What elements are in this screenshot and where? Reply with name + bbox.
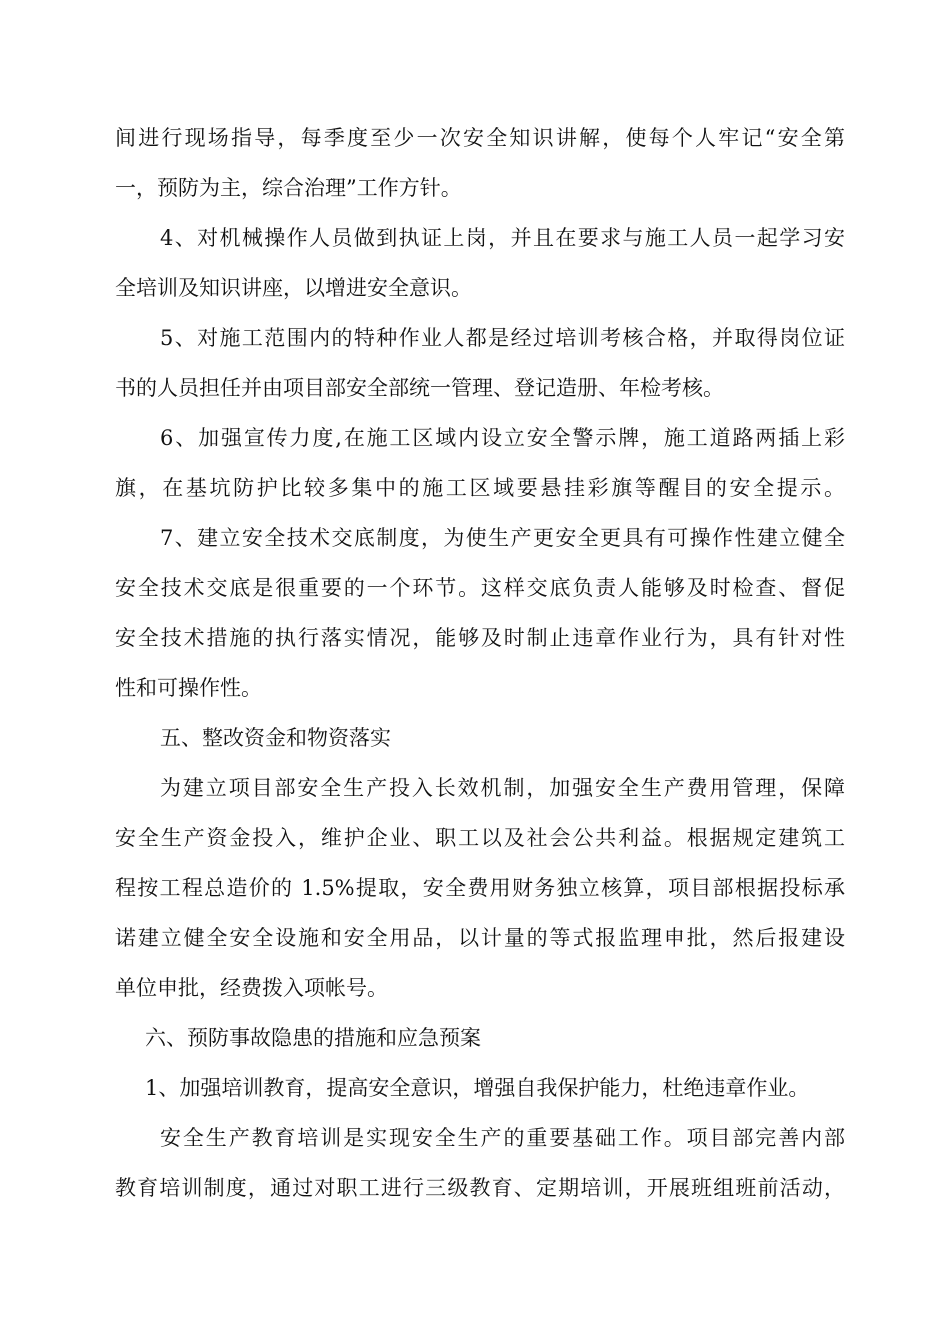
paragraph-line: 安全生产教育培训是实现安全生产的重要基础工作。项目部完善内部 [160, 1126, 845, 1150]
paragraph-line: 旗，在基坑防护比较多集中的施工区域要悬挂彩旗等醒目的安全提示。 [115, 476, 845, 500]
section-heading-six: 六、预防事故隐患的措施和应急预案 [145, 1026, 481, 1050]
paragraph-line: 性和可操作性。 [115, 676, 262, 700]
paragraph-line: 程按工程总造价的 1.5%提取，安全费用财务独立核算，项目部根据投标承 [115, 876, 845, 900]
paragraph-line: 一，预防为主，综合治理”工作方针。 [115, 176, 462, 200]
paragraph-line: 安全生产资金投入，维护企业、职工以及社会公共利益。根据规定建筑工 [115, 826, 845, 850]
paragraph-line: 安全技术措施的执行落实情况，能够及时制止违章作业行为，具有针对性 [115, 626, 845, 650]
paragraph-line: 为建立项目部安全生产投入长效机制，加强安全生产费用管理，保障 [160, 776, 845, 800]
paragraph-line: 单位申批，经费拨入项帐号。 [115, 976, 388, 1000]
section-heading-five: 五、整改资金和物资落实 [160, 726, 391, 750]
paragraph-line: 全培训及知识讲座，以增进安全意识。 [115, 276, 472, 300]
paragraph-line: 7、建立安全技术交底制度，为使生产更安全更具有可操作性建立健全 [160, 526, 845, 550]
paragraph-line: 安全技术交底是很重要的一个环节。这样交底负责人能够及时检查、督促 [115, 576, 845, 600]
paragraph-line: 教育培训制度，通过对职工进行三级教育、定期培训，开展班组班前活动， [115, 1176, 845, 1200]
paragraph-line: 1、加强培训教育，提高安全意识，增强自我保护能力，杜绝违章作业。 [145, 1076, 810, 1100]
paragraph-line: 间进行现场指导，每季度至少一次安全知识讲解，使每个人牢记“安全第 [115, 126, 845, 150]
paragraph-line: 书的人员担任并由项目部安全部统一管理、登记造册、年检考核。 [115, 376, 724, 400]
paragraph-line: 4、对机械操作人员做到执证上岗，并且在要求与施工人员一起学习安 [160, 226, 845, 250]
paragraph-line: 5、对施工范围内的特种作业人都是经过培训考核合格，并取得岗位证 [160, 326, 845, 350]
paragraph-line: 6、加强宣传力度,在施工区域内设立安全警示牌，施工道路两插上彩 [160, 426, 845, 450]
paragraph-line: 诺建立健全安全设施和安全用品，以计量的等式报监理申批，然后报建设 [115, 926, 845, 950]
